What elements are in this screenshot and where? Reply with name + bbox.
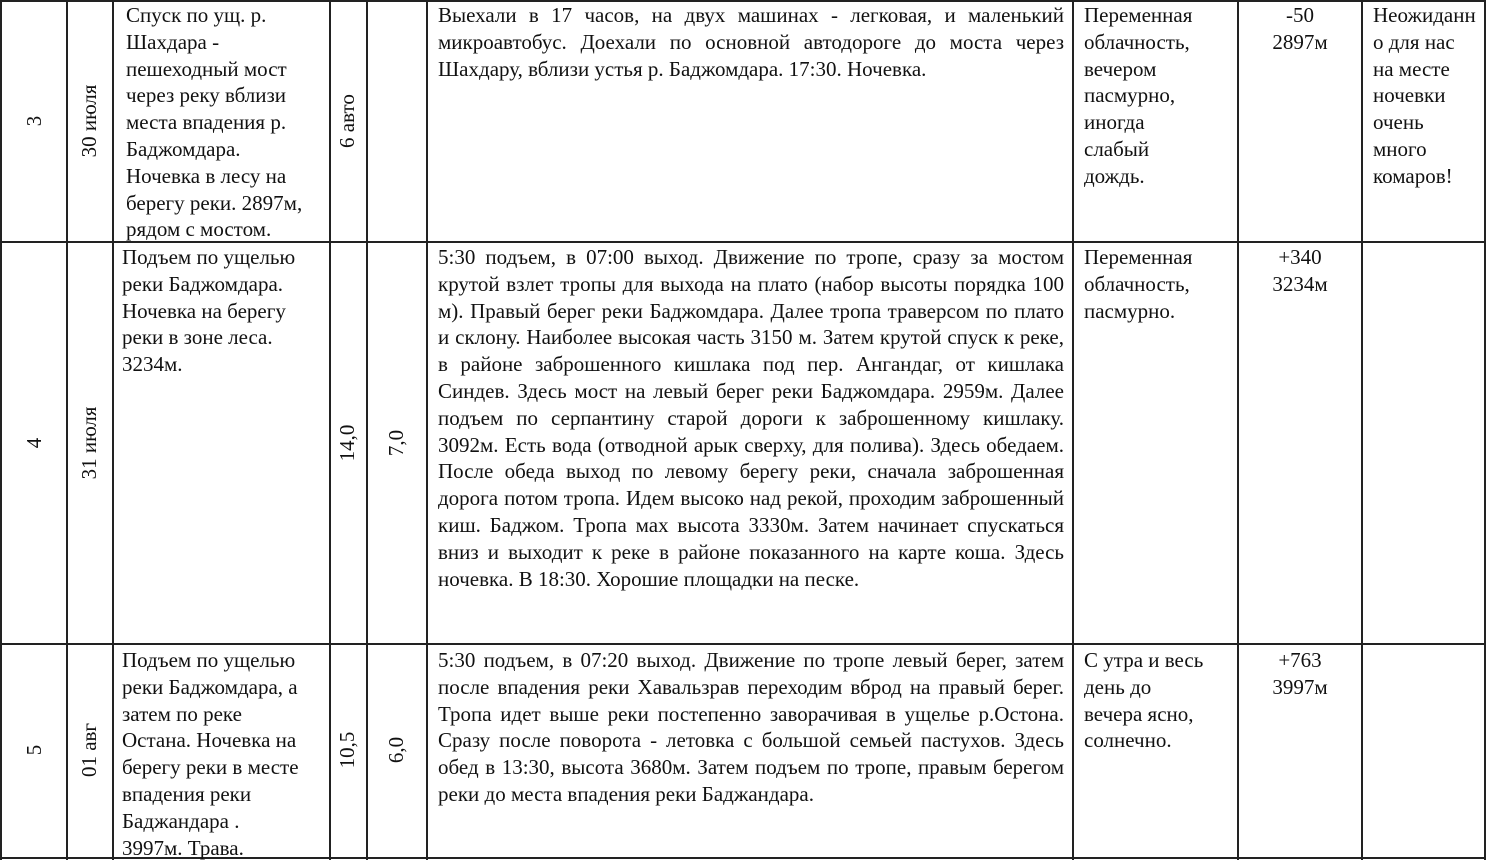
description-cell: 5:30 подъем, в 07:20 выход. Движение по тропе левый берег, затем после впадения реки Хавальзрав переходим вброд на правый берег. Тропа идет выше реки постепенно заворачивая в ущелье р.Остона. Сразу после поворота - летовка с большой семьей пастухов. Здесь обед в 13:30, высота 3680м. Затем подъем по тропе, правым берегом реки до места впадения реки Баджандара. [438, 648, 1064, 806]
distance-total-cell: 10,5 [335, 731, 359, 769]
date-cell: 31 июля [77, 406, 101, 480]
distance-net-cell: 6,0 [384, 736, 408, 764]
altitude-cell: +763 3997м [1272, 648, 1328, 699]
route-cell: Подъем по ущелью реки Баджомдара. Ночевка на берегу реки в зоне леса. 3234м. [122, 245, 296, 377]
description-cell: 5:30 подъем, в 07:00 выход. Движение по тропе, сразу за мостом крутой взлет тропы для выхода на плато (набор высоты порядка 100 м). Правый берег реки Баджомдара. Далее тропа траверсом по плато и склону. Наиболее высокая часть 3150 м. Затем крутой спуск к реке, в районе заброшенного кишлака под пер. Ангандаг, от кишлака Синдев. Здесь мост на левый берег реки Баджомдара. 2959м. Далее подъем по серпантину старой дороги к заброшенному кишлаку. 3092м. Есть вода (отводной арык сверху, для полива). Здесь обедаем. После обеда выход по левому берегу реки, сначала заброшенная дорога потом тропа. Идем высоко над рекой, проходим заброшенный киш. Баджом. Тропа мах высота 3330м. Затем начинает спускаться вниз и выходит к реке в районе показанного на карте коша. Здесь ночевка. В 18:30. Хорошие площадки на песке. [438, 245, 1064, 591]
date-cell: 01 авг [77, 722, 101, 778]
day-number: 5 [22, 744, 46, 756]
day-number: 4 [22, 437, 46, 449]
column-divider [112, 0, 114, 860]
column-divider [1072, 0, 1074, 860]
weather-cell: Переменная облачность, вечером пасмурно, иногда слабый дождь. [1084, 3, 1193, 188]
note-cell: Неожиданн о для нас на месте ночевки очень много комаров! [1373, 3, 1476, 188]
column-divider [1237, 0, 1239, 860]
column-divider [426, 0, 428, 860]
column-divider [366, 0, 368, 860]
route-cell: Подъем по ущелью реки Баджомдара, а затем по реке Остана. Ночевка на берегу реки в месте впадения реки Баджандара . 3997м. Трава. [122, 648, 299, 860]
weather-cell: Переменная облачность, пасмурно. [1084, 245, 1193, 323]
description-cell: Выехали в 17 часов, на двух машинах - легковая, и маленький микроавтобус. Доехали по основной автодороге до моста через Шахдару, вблизи устья р. Баджомдара. 17:30. Ночевка. [438, 3, 1064, 81]
day-number: 3 [22, 115, 46, 127]
altitude-cell: -50 2897м [1272, 3, 1328, 54]
route-cell: Спуск по ущ. р. Шахдара - пешеходный мост через реку вблизи места впадения р. Баджомдара. Ночевка в лесу на берегу реки. 2897м, рядом с мостом. [126, 3, 303, 242]
altitude-cell: +340 3234м [1272, 245, 1328, 296]
distance-total-cell: 14,0 [335, 424, 359, 462]
date-cell: 30 июля [77, 84, 101, 158]
column-divider [1361, 0, 1363, 860]
table-border-left [0, 0, 2, 860]
column-divider [66, 0, 68, 860]
weather-cell: С утра и весь день до вечера ясно, солнечно. [1084, 648, 1204, 753]
row-divider [0, 643, 1486, 645]
distance-total-cell: 6 авто [335, 94, 359, 148]
distance-net-cell: 7,0 [384, 429, 408, 457]
